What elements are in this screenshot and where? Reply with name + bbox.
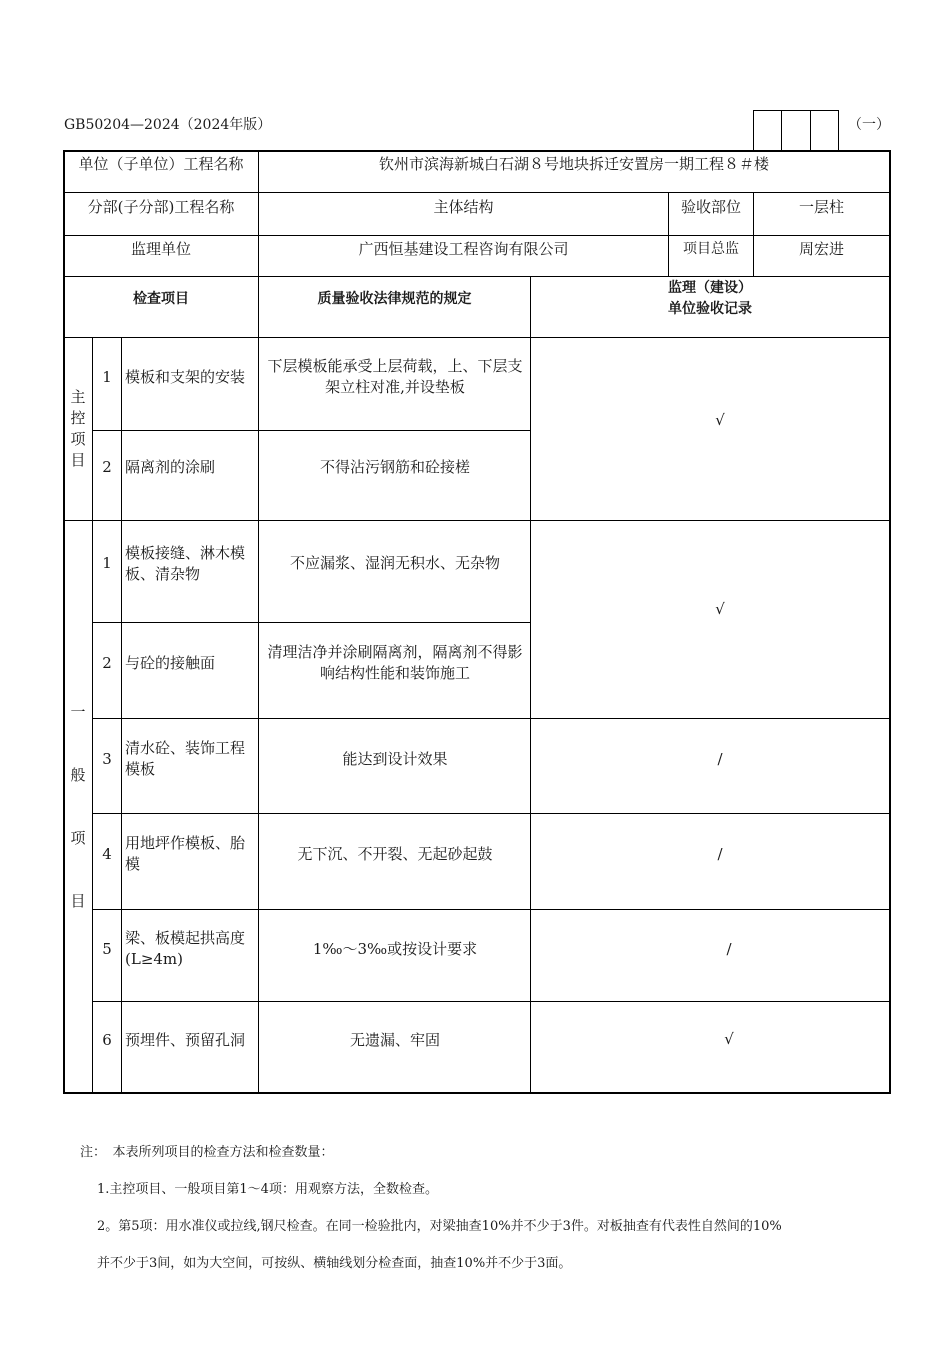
project-name-value: 钦州市滨海新城白石湖８号地块拆迁安置房一期工程８＃楼 xyxy=(378,154,769,173)
row-record: / xyxy=(717,844,723,863)
row-item: 预埋件、预留孔洞 xyxy=(125,1030,246,1049)
notes-line1: 1.主控项目、一般项目第1～4项：用观察方法，全数检查。 xyxy=(97,1182,438,1197)
record-header-line1: 监理（建设） xyxy=(668,280,752,296)
row-rule: 不应漏浆、湿润无积水、无杂物 xyxy=(289,554,500,572)
row-number: 6 xyxy=(102,1030,112,1049)
row-number: 1 xyxy=(102,554,112,572)
serial-boxes xyxy=(753,110,839,150)
row-rule: 无遗漏、牢固 xyxy=(349,1030,440,1049)
subproject-value: 主体结构 xyxy=(433,197,494,216)
row-item: 清水砼、装饰工程模板 xyxy=(125,739,246,778)
check-item-header: 检查项目 xyxy=(133,290,189,307)
row-item: 模板接缝、淋木模板、清杂物 xyxy=(125,543,246,583)
row-number: 3 xyxy=(102,749,112,768)
general-group-label: 一 般 项 目 xyxy=(70,703,86,910)
chief-supervisor-label: 项目总监 xyxy=(683,240,739,257)
supervisor-label: 监理单位 xyxy=(130,239,191,258)
notes xyxy=(80,1134,880,1282)
main-control-record: √ xyxy=(715,410,725,429)
row-item: 模板和支架的安装 xyxy=(125,367,246,386)
row-number: 1 xyxy=(102,367,112,386)
row-number: 2 xyxy=(102,457,112,476)
row-item: 梁、板模起拱高度(L≥4m) xyxy=(125,929,246,968)
row-record: / xyxy=(717,749,723,768)
row-number: 2 xyxy=(102,653,112,672)
notes-line2: 2。第5项：用水准仪或拉线,钢尺检查。在同一检验批内，对梁抽查10%并不少于3件。对板抽查有代表性自然间的10% xyxy=(97,1219,782,1234)
row-rule: 清理洁净并涂刷隔离剂，隔离剂不得影响结构性能和装饰施工 xyxy=(267,643,523,682)
row-rule: 不得沾污钢筋和砼接槎 xyxy=(319,457,470,476)
general-record-rows-1-2: √ xyxy=(715,599,725,618)
acceptance-part-value: 一层柱 xyxy=(798,197,844,216)
row-rule: 下层模板能承受上层荷载，上、下层支架立柱对准,并设垫板 xyxy=(267,357,523,396)
record-header-line2: 单位验收记录 xyxy=(668,301,752,317)
row-item: 与砼的接触面 xyxy=(125,653,216,672)
acceptance-part-label: 验收部位 xyxy=(680,197,741,216)
sequence-label: （一） xyxy=(848,117,890,133)
row-record: √ xyxy=(724,1029,734,1048)
standard-code: GB50204—2024（2024年版） xyxy=(64,117,272,133)
row-number: 5 xyxy=(102,939,112,958)
chief-supervisor-value: 周宏进 xyxy=(798,239,844,258)
row-rule: 无下沉、不开裂、无起砂起鼓 xyxy=(297,844,493,863)
row-number: 4 xyxy=(102,844,112,863)
supervisor-value: 广西恒基建设工程咨询有限公司 xyxy=(358,239,569,258)
row-item: 用地坪作模板、胎模 xyxy=(125,834,246,873)
row-rule: 1‰～3‰或按设计要求 xyxy=(312,939,478,958)
project-name-label: 单位（子单位）工程名称 xyxy=(78,154,244,173)
row-record: / xyxy=(726,939,732,958)
notes-line3: 并不少于3间，如为大空间，可按纵、横轴线划分检查面，抽查10%并不少于3面。 xyxy=(97,1256,572,1271)
subproject-label: 分部(子分部)工程名称 xyxy=(87,197,235,216)
main-control-group-label: 主 控 项 目 xyxy=(70,388,86,469)
record-header xyxy=(531,277,889,321)
row-rule: 能达到设计效果 xyxy=(342,749,448,768)
row-item: 隔离剂的涂刷 xyxy=(125,457,216,476)
notes-intro: 注： 本表所列项目的检查方法和检查数量： xyxy=(80,1145,334,1160)
regulation-header: 质量验收法律规范的规定 xyxy=(317,290,472,307)
